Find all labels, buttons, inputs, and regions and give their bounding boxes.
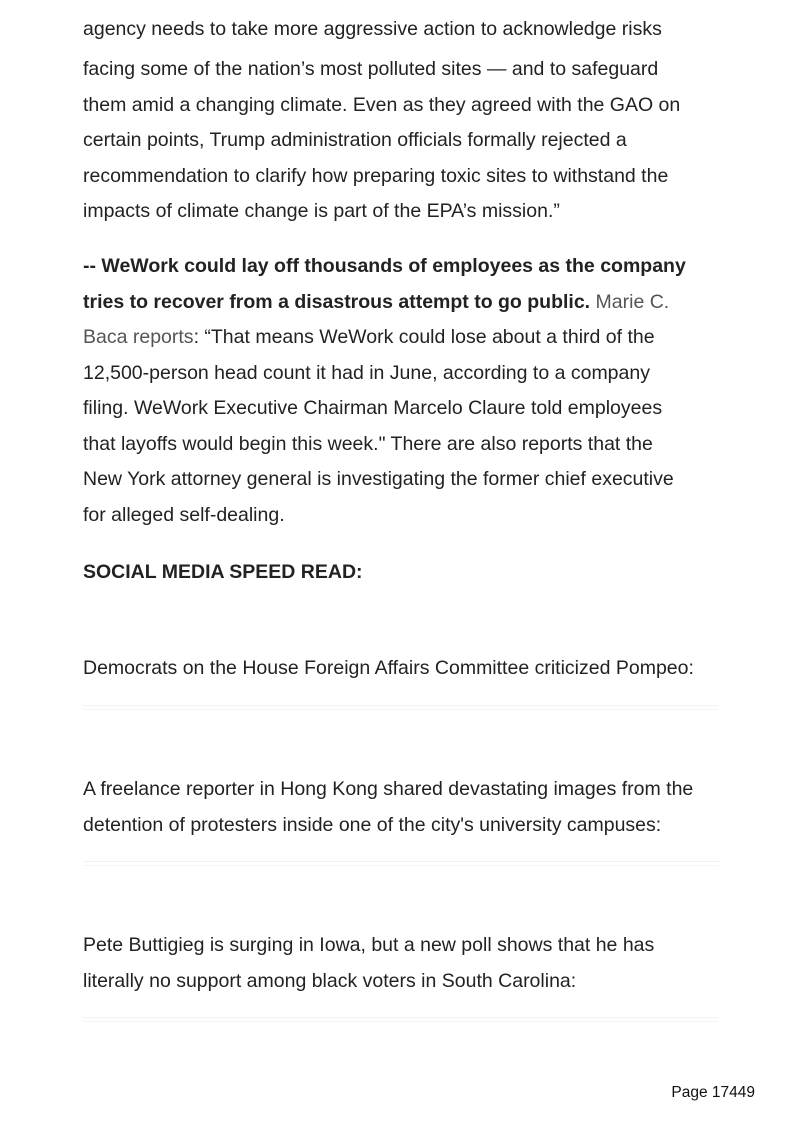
social-item-text: Pete Buttigieg is surging in Iowa, but a new poll shows that he has xyxy=(83,934,655,956)
cut-off-text: agency needs to take more aggressive action to acknowledge risks xyxy=(83,20,662,40)
wework-headline-line2: tries to recover from a disastrous attempt to go public. xyxy=(83,290,591,313)
wework-headline-line1: -- WeWork could lay off thousands of employees as the company xyxy=(83,255,686,277)
wework-line: filing. WeWork Executive Chairman Marcelo Claure told employees xyxy=(83,397,663,419)
embed-placeholder-divider xyxy=(83,705,719,710)
social-item-text: literally no support among black voters in South Carolina: xyxy=(83,969,577,992)
social-item-buttigieg xyxy=(83,928,723,999)
wework-line: for alleged self-dealing. xyxy=(83,503,285,526)
social-item-text: detention of protesters inside one of the city's university campuses: xyxy=(83,813,662,836)
wework-line: that layoffs would begin this week." There are also reports that the xyxy=(83,432,653,455)
page-number: Page 17449 xyxy=(671,1084,755,1101)
epa-line: recommendation to clarify how preparing toxic sites to withstand the xyxy=(83,164,669,187)
social-item-text: Democrats on the House Foreign Affairs Committee criticized Pompeo: xyxy=(83,657,694,679)
social-media-heading: SOCIAL MEDIA SPEED READ: xyxy=(83,561,363,583)
epa-line: certain points, Trump administration officials formally rejected a xyxy=(83,129,627,151)
epa-line: facing some of the nation’s most polluted sites — and to safeguard xyxy=(83,58,659,80)
epa-line: them amid a changing climate. Even as they agreed with the GAO on xyxy=(83,93,681,116)
author-link-part1[interactable]: Marie C. xyxy=(595,290,670,313)
wework-paragraph xyxy=(83,249,723,533)
social-item-pompeo xyxy=(83,651,723,687)
embed-placeholder-divider xyxy=(83,861,719,866)
wework-quote-start: : “That means WeWork could lose about a third of the xyxy=(193,326,655,348)
author-link-part2[interactable]: Baca reports xyxy=(83,326,194,348)
wework-line: New York attorney general is investigating the former chief executive xyxy=(83,468,674,490)
epa-paragraph xyxy=(83,52,723,230)
cut-off-line xyxy=(83,20,723,42)
social-item-text: A freelance reporter in Hong Kong shared devastating images from the xyxy=(83,778,694,800)
embed-placeholder-divider xyxy=(83,1017,719,1022)
wework-line: 12,500-person head count it had in June, according to a company xyxy=(83,361,650,384)
social-item-hong-kong xyxy=(83,772,723,843)
epa-line: impacts of climate change is part of the EPA’s mission.” xyxy=(83,200,560,222)
